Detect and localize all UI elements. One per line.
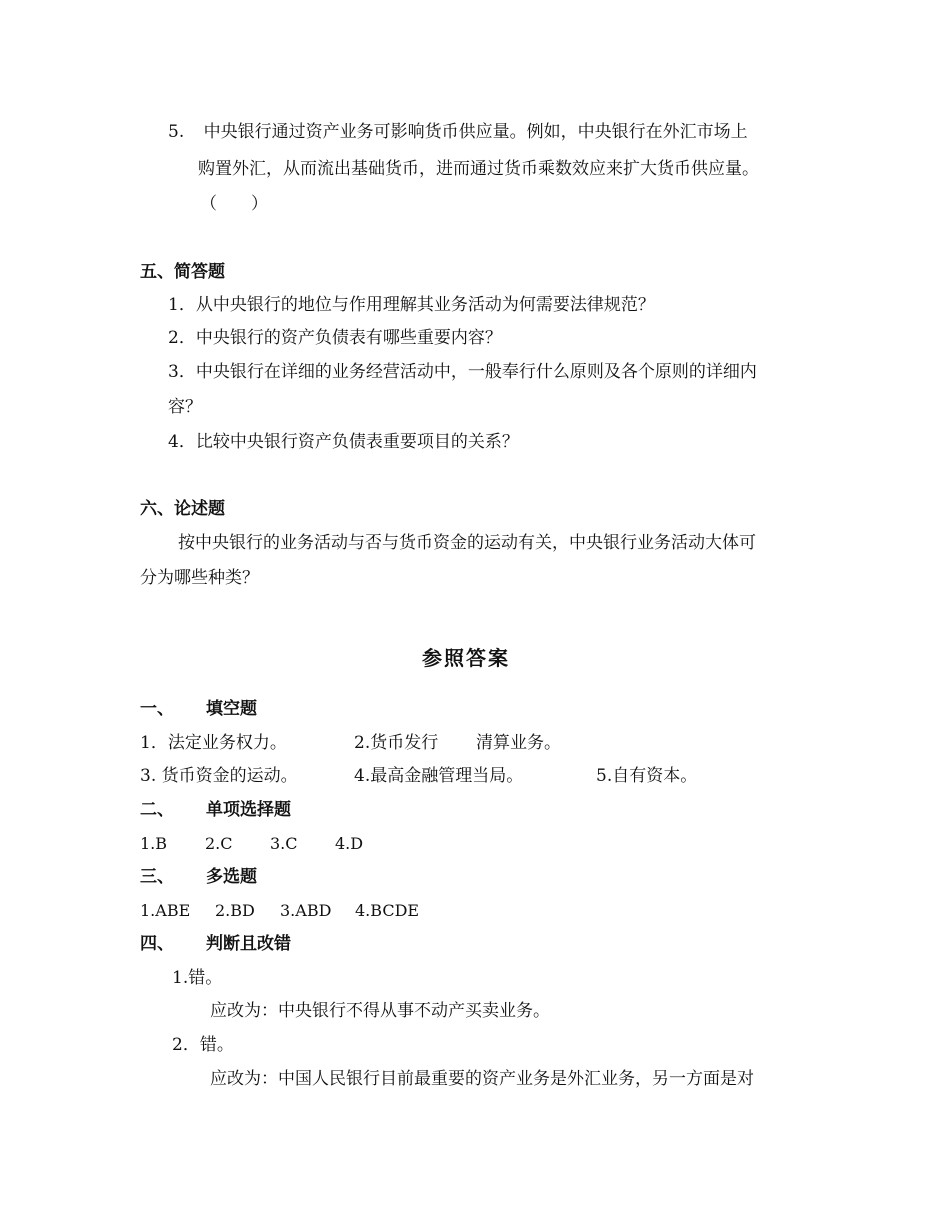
answers-sec3-label: 多选题 (206, 867, 257, 887)
answers-title: 参照答案 (422, 646, 510, 670)
answers-sec3-a4: 4.BCDE (355, 901, 420, 920)
answers-sec1-r2b: 4.最高金融管理当局。 (354, 766, 524, 786)
answers-sec2-label: 单项选择题 (206, 800, 291, 820)
essay-heading: 六、论述题 (140, 499, 225, 519)
answers-sec3-heading (140, 865, 257, 889)
short-answer-item-3-cont: 容？ (168, 397, 202, 417)
short-answer-heading: 五、简答题 (140, 262, 225, 282)
answers-sec2-a1: 1.B (140, 834, 168, 853)
answers-sec2-a2: 2.C (205, 834, 233, 853)
short-answer-item-4: 4．比较中央银行资产负债表重要项目的关系？ (168, 432, 519, 452)
q5-text-2: 购置外汇，从而流出基础货币，进而通过货币乘数效应来扩大货币供应量。 (198, 159, 759, 179)
answers-sec1-heading (140, 697, 257, 721)
answers-sec1-r2c: 5.自有资本。 (596, 766, 698, 786)
q5-line-1 (168, 120, 748, 144)
answers-sec3-num: 三、 (140, 867, 174, 887)
q5-number: 5. (168, 122, 185, 142)
answers-sec2-a3: 3.C (270, 834, 298, 853)
answers-sec4-item-1-fix: 应改为：中央银行不得从事不动产买卖业务。 (210, 1001, 550, 1021)
answers-sec1-r1c: 清算业务。 (476, 733, 561, 753)
answers-sec1-label: 填空题 (206, 699, 257, 719)
answers-sec4-num: 四、 (140, 934, 174, 954)
q5-answer-blank: （ ） (200, 194, 268, 214)
essay-text-1: 按中央银行的业务活动与否与货币资金的运动有关，中央银行业务活动大体可 (178, 533, 756, 553)
short-answer-item-1: 1．从中央银行的地位与作用理解其业务活动为何需要法律规范？ (168, 295, 655, 315)
answers-sec1-num: 一、 (140, 699, 174, 719)
answers-sec1-r1b: 2.货币发行 (354, 733, 439, 753)
answers-sec2-heading (140, 798, 291, 822)
essay-text-2: 分为哪些种类？ (140, 568, 259, 588)
answers-sec1-r1a: 1．法定业务权力。 (140, 733, 287, 753)
short-answer-item-3: 3．中央银行在详细的业务经营活动中，一般奉行什么原则及各个原则的详细内 (168, 362, 757, 382)
answers-sec4-item-2: 2．错。 (172, 1035, 234, 1055)
short-answer-item-2: 2．中央银行的资产负债表有哪些重要内容？ (168, 328, 502, 348)
answers-sec4-item-2-fix: 应改为：中国人民银行目前最重要的资产业务是外汇业务，另一方面是对 (210, 1069, 754, 1089)
answers-sec4-item-1: 1.错。 (172, 968, 223, 988)
answers-sec3-a2: 2.BD (215, 901, 255, 920)
answers-sec1-r2a: 3. 货币资金的运动。 (140, 766, 298, 786)
answers-sec3-a1: 1.ABE (140, 901, 191, 920)
q5-text-1: 中央银行通过资产业务可影响货币供应量。例如，中央银行在外汇市场上 (203, 122, 748, 142)
answers-sec2-num: 二、 (140, 800, 174, 820)
answers-sec2-a4: 4.D (335, 834, 364, 853)
answers-sec4-label: 判断且改错 (206, 934, 291, 954)
answers-sec3-a3: 3.ABD (280, 901, 332, 920)
answers-sec4-heading (140, 932, 291, 956)
